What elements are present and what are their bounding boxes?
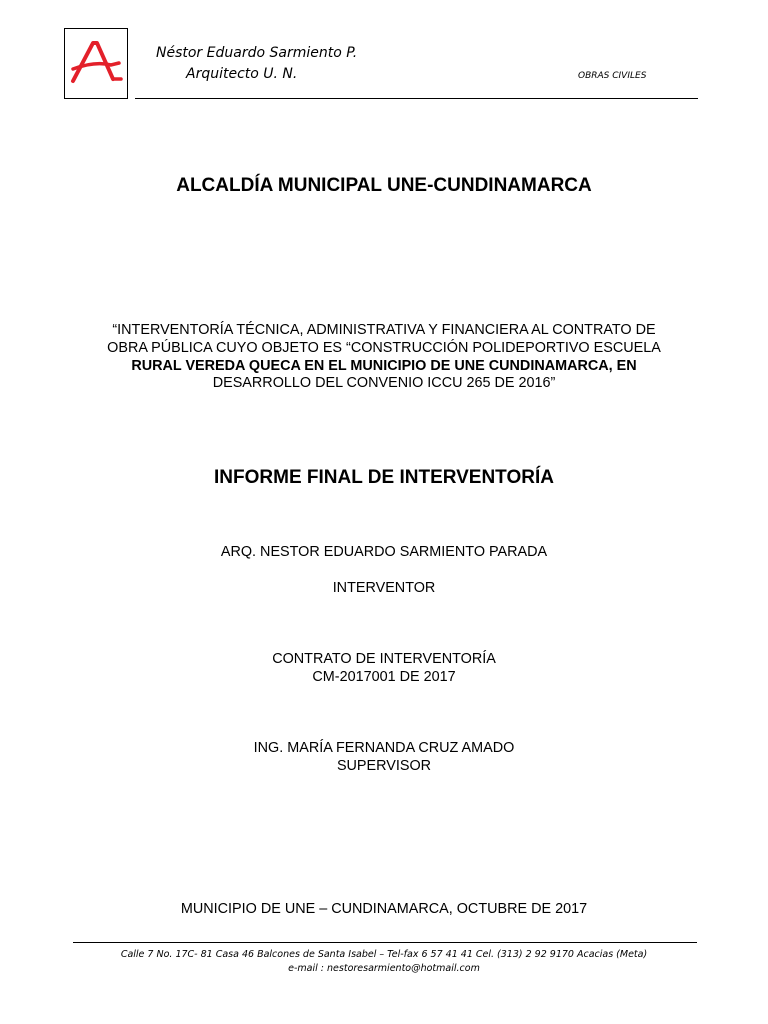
contract-object-line: OBRA PÚBLICA CUYO OBJETO ES “CONSTRUCCIÓN POLIDEPORTIVO ESCUELA [107,339,661,356]
header-right-label: OBRAS CIVILES [578,71,647,81]
logo [64,28,128,99]
contract-object-line: DESARROLLO DEL CONVENIO ICCU 265 DE 2016” [212,375,556,392]
header-name: Néstor Eduardo Sarmiento P. [156,45,358,61]
architect-role: INTERVENTOR [332,580,436,596]
contract-label: CONTRATO DE INTERVENTORÍA [272,651,496,667]
footer-divider [73,942,697,943]
supervisor-info [0,740,768,776]
organization-title: ALCALDÍA MUNICIPAL UNE-CUNDINAMARCA [176,175,592,196]
contract-object-line: “INTERVENTORÍA TÉCNICA, ADMINISTRATIVA Y FINANCIERA AL CONTRATO DE [112,322,656,338]
supervisor-name: ING. MARÍA FERNANDA CRUZ AMADO [253,740,515,756]
footer-address: Calle 7 No. 17C- 81 Casa 46 Balcones de Santa Isabel – Tel-fax 6 57 41 41 Cel. (313) 2 92 9170 Acacias (Meta) [120,949,648,960]
header-divider [135,98,698,99]
report-title: INFORME FINAL DE INTERVENTORÍA [214,467,554,488]
place-date: MUNICIPIO DE UNE – CUNDINAMARCA, OCTUBRE DE 2017 [180,901,588,917]
contract-info [0,651,768,687]
footer-email: e-mail : nestoresarmiento@hotmail.com [288,963,480,974]
logo-a-icon [65,29,127,98]
supervisor-role: SUPERVISOR [336,757,432,774]
contract-object [0,322,768,393]
header-title: Arquitecto U. N. [186,66,298,82]
architect-name: ARQ. NESTOR EDUARDO SARMIENTO PARADA [220,544,548,560]
contract-number: CM-2017001 DE 2017 [312,668,456,685]
contract-object-line: RURAL VEREDA QUECA EN EL MUNICIPIO DE UNE CUNDINAMARCA, EN [131,357,637,374]
